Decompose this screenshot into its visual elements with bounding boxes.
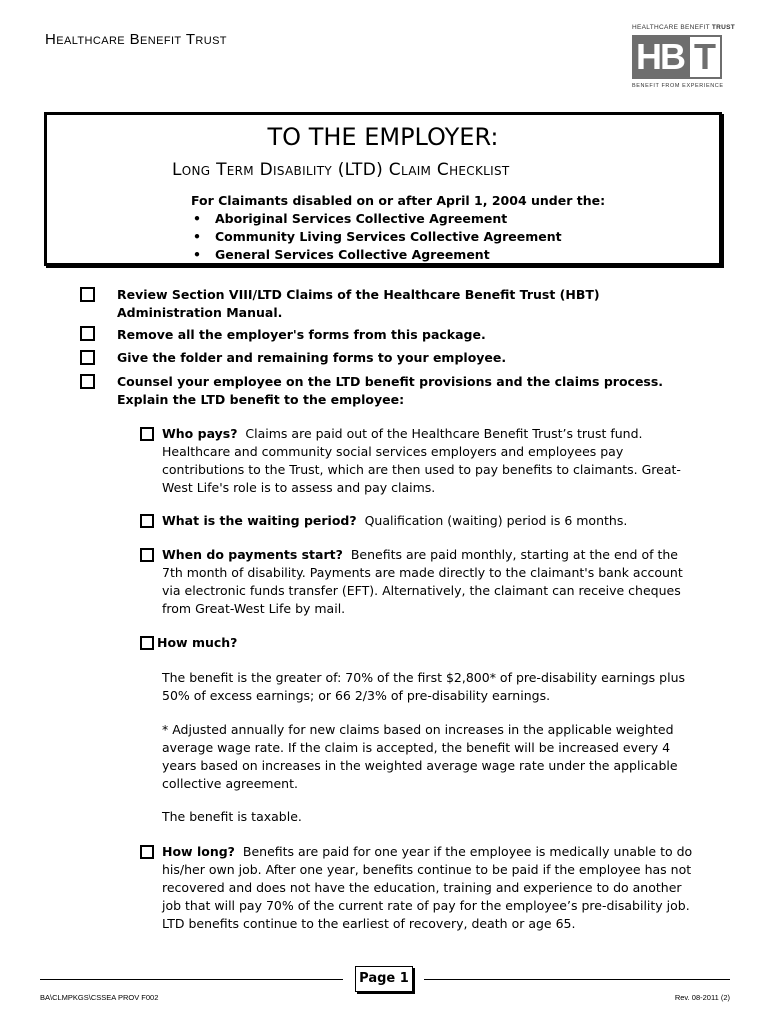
claimants-intro: For Claimants disabled on or after April 1, 2004 under the: [191, 193, 606, 208]
who-pays-question: Who pays? [162, 426, 238, 441]
waiting-period-question: What is the waiting period? [162, 513, 357, 528]
footer-rule-left [40, 979, 343, 980]
subitem-who-pays [162, 425, 702, 497]
payments-start-question: When do payments start? [162, 547, 343, 562]
checklist-checkbox-3[interactable] [80, 350, 95, 365]
checklist-item-review-section: Review Section VIII/LTD Claims of the Healthcare Benefit Trust (HBT) Administration Manual. [117, 287, 600, 320]
subitem-checkbox-who-pays[interactable] [140, 427, 154, 441]
subitem-waiting-period [162, 512, 702, 530]
how-long-answer: Benefits are paid for one year if the employee is medically unable to do his/her own job. After one year, benefits continue to be paid if the employee has not recovered and does not have the education, training and experience to do another job that will pay 70% of the current rate of pay for the employee’s pre-disability job. LTD benefits continue to the earliest of recovery, death or age 65. [162, 844, 693, 931]
subitem-how-much [157, 634, 697, 652]
checklist-item-counsel-employee: Counsel your employee on the LTD benefit provisions and the claims process. Explain the LTD benefit to the employee: [117, 374, 664, 407]
who-pays-answer: Claims are paid out of the Healthcare Benefit Trust’s trust fund. Healthcare and community social services employers and employees pay contributions to the Trust, which are then used to pay benefits to claimants. Great-West Life's role is to assess and pay claims. [162, 426, 681, 495]
logo-mark [632, 35, 732, 79]
how-long-question: How long? [162, 844, 235, 859]
checklist-checkbox-1[interactable] [80, 287, 95, 302]
subitem-payments-start [162, 546, 702, 618]
page-number: Page 1 [355, 966, 413, 992]
payments-start-answer: Benefits are paid monthly, starting at the end of the 7th month of disability. Payments are made directly to the claimant's bank account via electronic funds transfer (EFT). Alternatively, the claimant can receive cheques from Great-West Life by mail. [162, 547, 683, 616]
agreement-item: • Aboriginal Services Collective Agreement [191, 210, 562, 228]
footer-revision: Rev. 08-2011 (2) [674, 993, 730, 1002]
footer-rule-right [424, 979, 730, 980]
agreement-item: • General Services Collective Agreement [191, 246, 562, 264]
page-subtitle: Long Term Disability (LTD) Claim Checklist [172, 160, 510, 180]
agreement-item: • Community Living Services Collective Agreement [191, 228, 562, 246]
how-much-question: How much? [157, 635, 238, 650]
logo-letter-t: T [688, 35, 722, 79]
logo-org-name: HEALTHCARE BENEFIT TRUST [632, 24, 736, 31]
checklist-item-give-folder: Give the folder and remaining forms to your employee. [117, 350, 507, 365]
logo-letters-hb: HB [632, 35, 688, 79]
subitem-checkbox-payments-start[interactable] [140, 548, 154, 562]
footer-document-code: BA\CLMPKGS\CSSEA PROV F002 [40, 993, 159, 1002]
page-title: TO THE EMPLOYER: [267, 123, 499, 151]
agreements-list [191, 210, 562, 264]
checklist-item-remove-forms: Remove all the employer's forms from this package. [117, 327, 486, 342]
hbt-logo [632, 24, 736, 89]
how-much-paragraph-3: The benefit is taxable. [162, 809, 302, 824]
how-much-paragraph-1: The benefit is the greater of: 70% of the first $2,800* of pre-disability earnings plus 50% of excess earnings; or 66 2/3% of pre-disability earnings. [162, 670, 685, 703]
subitem-checkbox-waiting-period[interactable] [140, 514, 154, 528]
how-much-paragraph-2: * Adjusted annually for new claims based on increases in the applicable weighted average wage rate. If the claim is accepted, the benefit will be increased every 4 years based on increases in the weighted average wage rate under the applicable collective agreement. [162, 722, 678, 791]
title-box [44, 112, 722, 266]
subitem-checkbox-how-long[interactable] [140, 845, 154, 859]
logo-tagline: BENEFIT FROM EXPERIENCE [632, 83, 724, 89]
checklist-checkbox-2[interactable] [80, 326, 95, 341]
waiting-period-answer: Qualification (waiting) period is 6 months. [364, 513, 628, 528]
subitem-how-long [162, 843, 702, 933]
document-header-title: Healthcare Benefit Trust [45, 31, 227, 48]
checklist-checkbox-4[interactable] [80, 374, 95, 389]
subitem-checkbox-how-much[interactable] [140, 636, 154, 650]
